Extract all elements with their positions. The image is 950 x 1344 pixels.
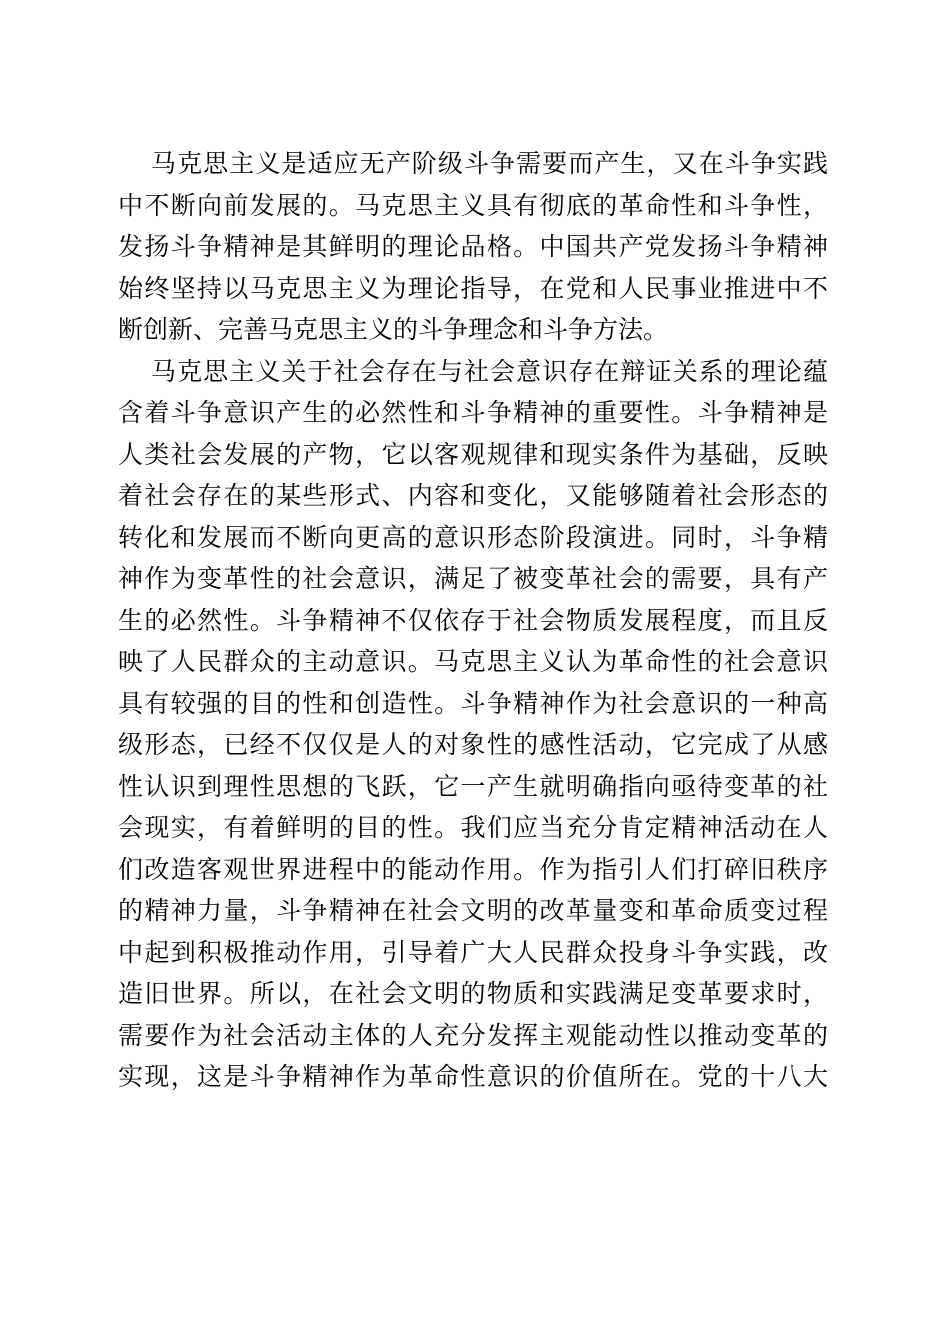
text-line: 断创新、完善马克思主义的斗争理念和斗争方法。 — [118, 315, 669, 344]
text-line: 们改造客观世界进程中的能动作用。作为指引人们打碎旧秩序 — [118, 854, 828, 884]
text-line: 级形态，已经不仅仅是人的对象性的感性活动，它完成了从感 — [118, 730, 828, 759]
text-line: 中不断向前发展的。马克思主义具有彻底的革命性和斗争性， — [118, 190, 828, 220]
text-line: 实现，这是斗争精神作为革命性意识的价值所在。党的十八大 — [118, 1062, 828, 1091]
text-line: 性认识到理性思想的飞跃，它一产生就明确指向亟待变革的社 — [118, 771, 828, 801]
text-line: 生的必然性。斗争精神不仅依存于社会物质发展程度，而且反 — [118, 605, 828, 635]
paragraph-2 — [118, 351, 828, 1098]
text-line: 始终坚持以马克思主义为理论指导，在党和人民事业推进中不 — [118, 273, 828, 303]
text-line: 马克思主义关于社会存在与社会意识存在辩证关系的理论蕴 — [151, 356, 828, 386]
text-line: 人类社会发展的产物，它以客观规律和现实条件为基础，反映 — [118, 439, 828, 469]
text-line: 含着斗争意识产生的必然性和斗争精神的重要性。斗争精神是 — [118, 398, 828, 427]
text-line: 需要作为社会活动主体的人充分发挥主观能动性以推动变革的 — [118, 1020, 828, 1050]
text-line: 转化和发展而不断向更高的意识形态阶段演进。同时，斗争精 — [118, 522, 828, 552]
text-line: 马克思主义是适应无产阶级斗争需要而产生，又在斗争实践 — [151, 149, 828, 178]
text-line: 具有较强的目的性和创造性。斗争精神作为社会意识的一种高 — [118, 688, 828, 718]
text-line: 映了人民群众的主动意识。马克思主义认为革命性的社会意识 — [118, 647, 828, 676]
body-text — [118, 143, 828, 1098]
paragraph-1 — [118, 143, 828, 351]
text-line: 中起到积极推动作用，引导着广大人民群众投身斗争实践，改 — [118, 937, 828, 967]
text-line: 着社会存在的某些形式、内容和变化，又能够随着社会形态的 — [118, 481, 828, 510]
text-line: 的精神力量，斗争精神在社会文明的改革量变和革命质变过程 — [118, 896, 828, 925]
text-line: 会现实，有着鲜明的目的性。我们应当充分肯定精神活动在人 — [118, 813, 828, 842]
text-line: 造旧世界。所以，在社会文明的物质和实践满足变革要求时， — [118, 979, 828, 1008]
text-line: 发扬斗争精神是其鲜明的理论品格。中国共产党发扬斗争精神 — [118, 232, 828, 261]
text-line: 神作为变革性的社会意识，满足了被变革社会的需要，具有产 — [118, 564, 828, 593]
